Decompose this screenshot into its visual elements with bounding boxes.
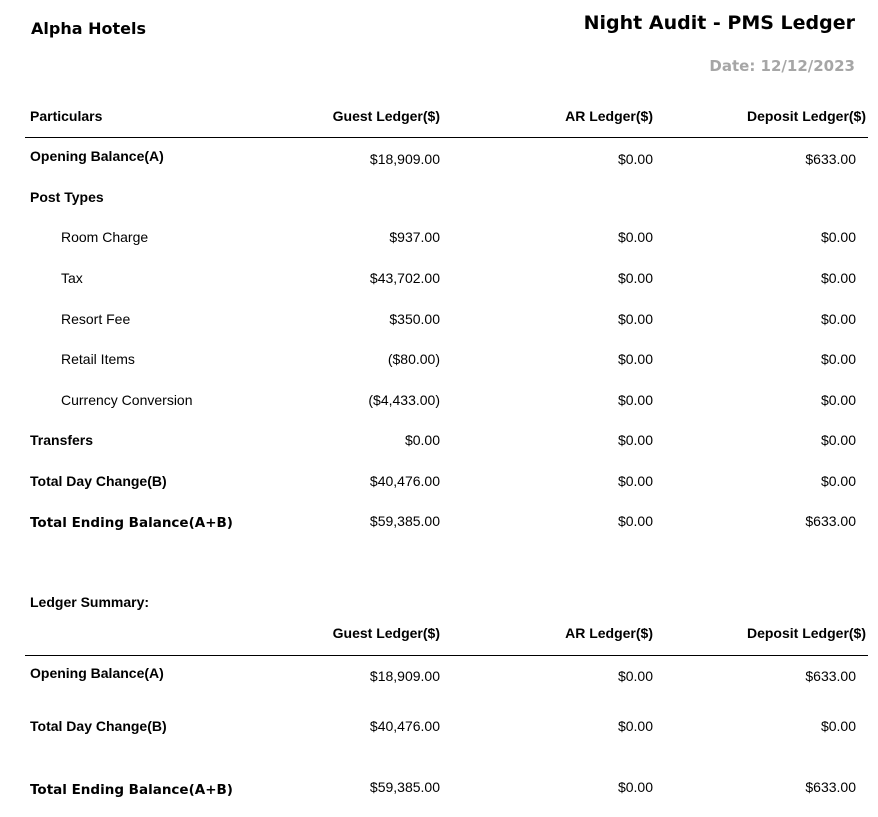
company-name: Alpha Hotels: [31, 19, 146, 38]
guest-ledger-value: $18,909.00: [369, 151, 440, 167]
deposit-ledger-value: $0.00: [820, 229, 856, 245]
deposit-ledger-value: $0.00: [820, 351, 856, 367]
summary-header-divider: [25, 655, 868, 656]
report-date: Date: 12/12/2023: [709, 57, 855, 75]
guest-ledger-value: $937.00: [389, 229, 440, 245]
row-section-label: Post Types: [30, 189, 104, 205]
deposit-ledger-value: $0.00: [820, 718, 856, 734]
header-divider: [25, 137, 868, 138]
deposit-ledger-value: $0.00: [820, 473, 856, 489]
guest-ledger-value: $40,476.00: [369, 718, 440, 734]
deposit-ledger-value: $0.00: [820, 392, 856, 408]
column-header-guest-ledger: Guest Ledger($): [332, 108, 440, 124]
row-label: Resort Fee: [61, 311, 131, 327]
column-header-particulars: Particulars: [30, 108, 103, 124]
ar-ledger-value: $0.00: [617, 513, 653, 529]
ar-ledger-value: $0.00: [617, 779, 653, 795]
row-label: Room Charge: [61, 229, 149, 245]
guest-ledger-value: $43,702.00: [369, 270, 440, 286]
report-title: Night Audit - PMS Ledger: [583, 12, 855, 34]
guest-ledger-value: ($80.00): [387, 351, 440, 367]
summary-title: Ledger Summary:: [30, 594, 150, 610]
summary-column-header-ar-ledger: AR Ledger($): [565, 625, 653, 641]
guest-ledger-value: $40,476.00: [369, 473, 440, 489]
deposit-ledger-value: $633.00: [805, 513, 856, 529]
row-label: Opening Balance(A): [30, 665, 164, 681]
row-label: Tax: [61, 270, 83, 286]
guest-ledger-value: ($4,433.00): [368, 392, 440, 408]
ar-ledger-value: $0.00: [617, 311, 653, 327]
ar-ledger-value: $0.00: [617, 432, 653, 448]
row-label: Transfers: [30, 432, 94, 448]
row-label: Total Day Change(B): [30, 718, 167, 734]
ar-ledger-value: $0.00: [617, 668, 653, 684]
summary-column-header-guest-ledger: Guest Ledger($): [332, 625, 440, 641]
column-header-ar-ledger: AR Ledger($): [565, 108, 653, 124]
row-label: Total Day Change(B): [30, 473, 167, 489]
row-label: Opening Balance(A): [30, 148, 164, 164]
ar-ledger-value: $0.00: [617, 351, 653, 367]
row-label: Currency Conversion: [61, 392, 193, 408]
summary-column-header-deposit-ledger: Deposit Ledger($): [746, 625, 866, 641]
deposit-ledger-value: $0.00: [820, 311, 856, 327]
ar-ledger-value: $0.00: [617, 151, 653, 167]
row-label: Total Ending Balance(A+B): [30, 515, 233, 531]
guest-ledger-value: $350.00: [389, 311, 440, 327]
row-label: Retail Items: [61, 351, 135, 367]
deposit-ledger-value: $0.00: [820, 270, 856, 286]
ar-ledger-value: $0.00: [617, 229, 653, 245]
column-header-deposit-ledger: Deposit Ledger($): [746, 108, 866, 124]
guest-ledger-value: $59,385.00: [369, 513, 440, 529]
deposit-ledger-value: $0.00: [820, 432, 856, 448]
ar-ledger-value: $0.00: [617, 718, 653, 734]
ar-ledger-value: $0.00: [617, 392, 653, 408]
guest-ledger-value: $0.00: [404, 432, 440, 448]
ar-ledger-value: $0.00: [617, 473, 653, 489]
deposit-ledger-value: $633.00: [805, 668, 856, 684]
deposit-ledger-value: $633.00: [805, 779, 856, 795]
row-label: Total Ending Balance(A+B): [30, 782, 233, 798]
guest-ledger-value: $18,909.00: [369, 668, 440, 684]
deposit-ledger-value: $633.00: [805, 151, 856, 167]
guest-ledger-value: $59,385.00: [369, 779, 440, 795]
ar-ledger-value: $0.00: [617, 270, 653, 286]
